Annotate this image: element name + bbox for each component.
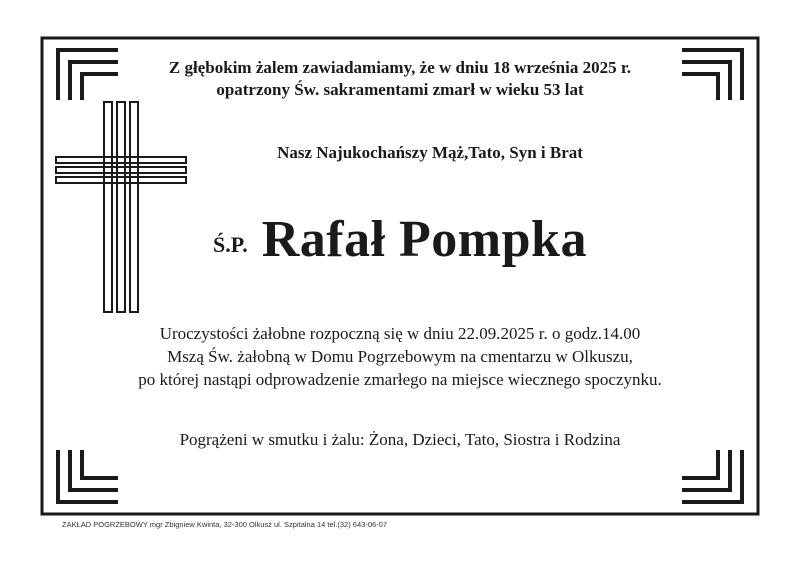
deceased-name: Rafał Pompka: [261, 211, 587, 268]
ceremony-line-1: Uroczystości żałobne rozpoczną się w dniu 22.09.2025 r. o godz.14.00: [159, 324, 641, 343]
ceremony-line-3: po której nastąpi odprowadzenie zmarłego na miejsce wiecznego spoczynku.: [138, 370, 662, 389]
cross-icon: [56, 102, 186, 312]
mourners-line: Pogrążeni w smutku i żalu: Żona, Dzieci, Tato, Siostra i Rodzina: [179, 430, 621, 449]
corner-ornament-icon: [682, 450, 742, 502]
ceremony-line-2: Mszą Św. żałobną w Domu Pogrzebowym na cmentarzu w Olkuszu,: [167, 347, 633, 366]
corner-ornament-icon: [58, 450, 118, 502]
deceased-name-row: [0, 210, 800, 269]
funeral-home-footer: ZAKŁAD POGRZEBOWY mgr Zbigniew Kwinta, 32-300 Olkusz ul. Szpitalna 14 tel.(32) 643-06-07: [62, 520, 388, 529]
announcement-line-1: Z głębokim żalem zawiadamiamy, że w dniu 18 września 2025 r.: [168, 58, 632, 77]
deceased-prefix: Ś.P.: [213, 232, 248, 257]
announcement-line-2: opatrzony Św. sakramentami zmarł w wieku 53 lat: [216, 80, 584, 99]
relation-line: Nasz Najukochańszy Mąż,Tato, Syn i Brat: [277, 143, 583, 162]
